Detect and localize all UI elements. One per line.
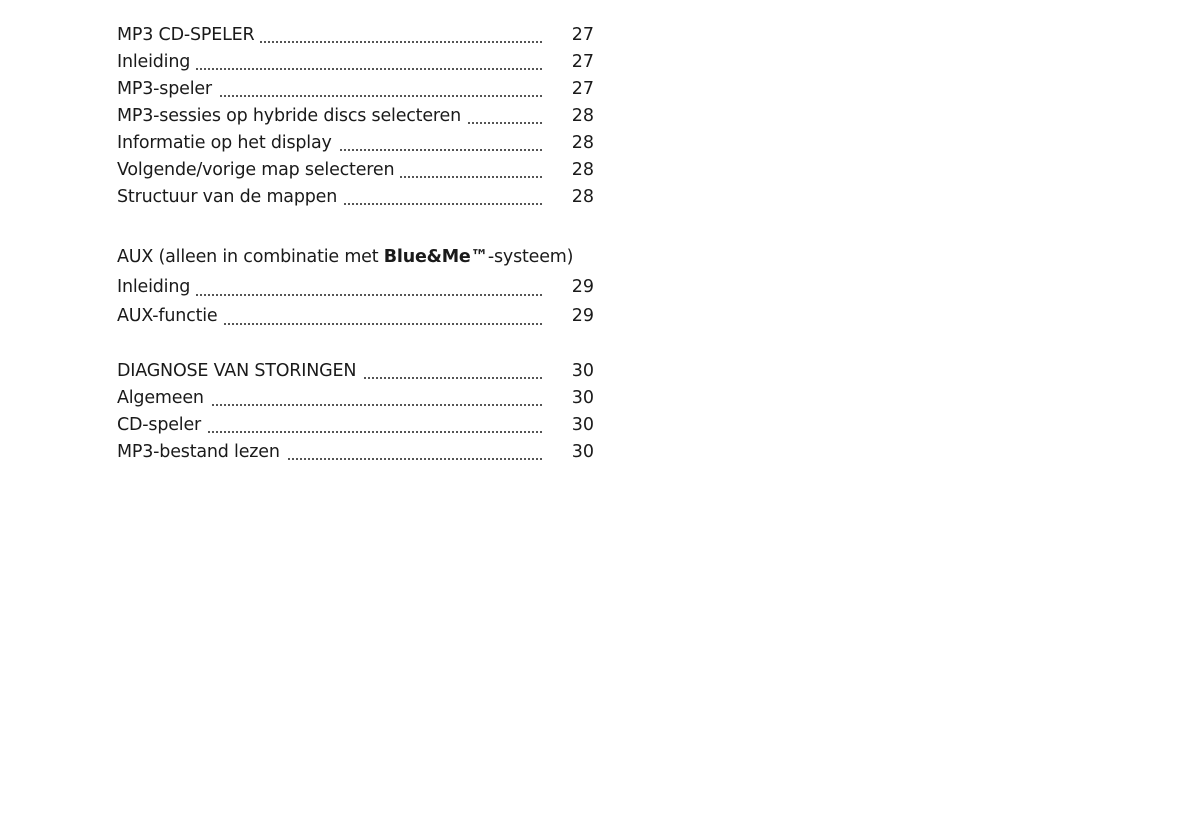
toc-entry (117, 358, 597, 385)
toc-entry-label: MP3 CD-SPELER (117, 22, 260, 49)
heading-suffix: -systeem) (487, 247, 574, 267)
toc-entry-page: 30 (571, 415, 594, 435)
toc-entry (117, 130, 597, 157)
toc-entry (117, 412, 597, 439)
section-spacer (117, 331, 597, 358)
toc-entry-label: Inleiding (117, 273, 196, 302)
toc-entry-page: 30 (571, 361, 594, 381)
toc-entry-page: 29 (571, 306, 594, 326)
toc-entry-page: 27 (571, 52, 594, 72)
heading-prefix: AUX (alleen in combinatie met (117, 247, 384, 267)
toc-entry (117, 385, 597, 412)
toc-entry (117, 273, 597, 302)
toc-entry-page: 29 (571, 277, 594, 297)
toc-entry-label: MP3-speler (117, 76, 218, 103)
toc-entry-label: Informatie op het display (117, 130, 338, 157)
toc-entry-label: DIAGNOSE VAN STORINGEN (117, 358, 362, 385)
toc-entry (117, 184, 597, 211)
toc-entry-page: 30 (571, 388, 594, 408)
toc-entry-page: 28 (571, 187, 594, 207)
toc-entry-page: 27 (571, 25, 594, 45)
toc-entry-label: MP3-bestand lezen (117, 439, 286, 466)
toc-entry (117, 103, 597, 130)
toc-entry-label: Volgende/vorige map selecteren (117, 157, 400, 184)
toc-entry (117, 302, 597, 331)
toc-entry-page: 27 (571, 79, 594, 99)
toc-entry (117, 439, 597, 466)
toc-entry-label: Inleiding (117, 49, 196, 76)
toc-entry (117, 49, 597, 76)
toc-entry-label: MP3-sessies op hybride discs selecteren (117, 103, 467, 130)
toc-entry-label: CD-speler (117, 412, 207, 439)
toc-entry-label: AUX-functie (117, 302, 223, 331)
section-spacer (117, 211, 597, 242)
toc-entry-page: 28 (571, 160, 594, 180)
toc-entry (117, 22, 597, 49)
heading-brand: Blue&Me™ (383, 247, 488, 267)
toc-entry-page: 28 (571, 106, 594, 126)
toc-entry-page: 30 (571, 442, 594, 462)
toc-entry (117, 76, 597, 103)
toc-entry-page: 28 (571, 133, 594, 153)
toc-entry-label: Structuur van de mappen (117, 184, 343, 211)
toc-section-heading (117, 242, 597, 273)
toc-entry-label: Algemeen (117, 385, 210, 412)
toc-entry (117, 157, 597, 184)
table-of-contents (117, 22, 597, 466)
